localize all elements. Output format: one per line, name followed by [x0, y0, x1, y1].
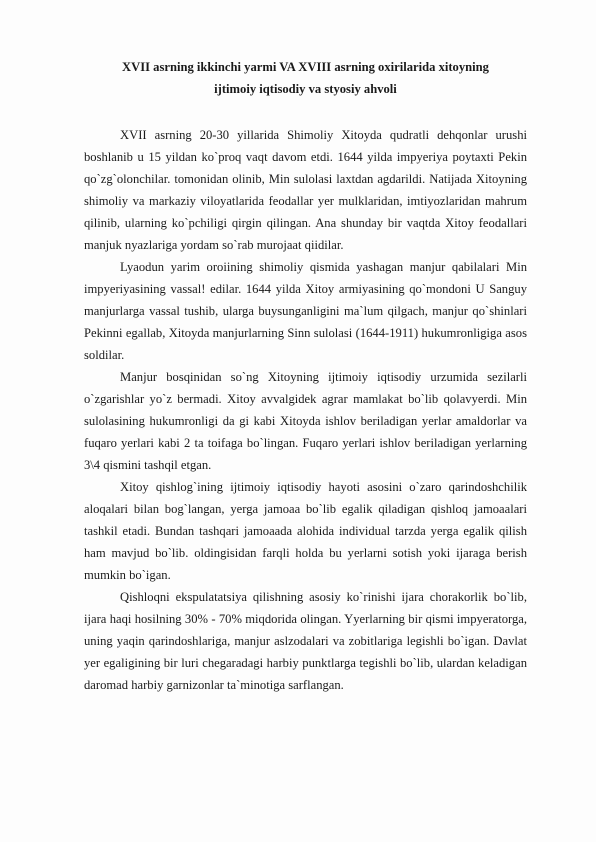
- document-body: [84, 56, 527, 696]
- paragraph-3: Manjur bosqinidan so`ng Xitoyning ijtimoiy iqtisodiy urzumida sezilarli o`zgarishlar yo`z bermadi. Xitoy avvalgidek agrar mamlakat bo`lib qolavyerdi. Min sulolasining hukumronligi da gi kabi Xitoyda ishlov beriladigan yerlar amaldorlar va fuqaro yerlari kabi 2 ta toifaga bo`lingan. Fuqaro yerlari ishlov beriladigan yerlarning 3\4 qismini tashqil etgan.: [84, 370, 527, 472]
- paragraph-1: XVII asrning 20-30 yillarida Shimoliy Xitoyda qudratli dehqonlar urushi boshlanib u 15 yildan ko`proq vaqt davom etdi. 1644 yilda impyeriya poytaxti Pekin qo`zg`olonchilar. tomonidan olinib, Min sulolasi laxtdan agdarildi. Natijada Xitoyning shimoliy va markaziy viloyatlarida feodallar yer mulklaridan, imtiyozlaridan mahrum qilinib, ularning ko`pchiligi qirgin qilingan. Ana shunday bir vaqtda Xitoy feodallari manjuk nyazlariga yordam so`rab murojaat qiidilar.: [84, 128, 527, 252]
- paragraph-2: Lyaodun yarim oroiining shimoliy qismida yashagan manjur qabilalari Min impyeriyasining vassal! edilar. 1644 yilda Xitoy armiyasining qo`mondoni U Sanguy manjurlarga vassal tushib, ularga buysunganligini ma`lum qilgach, manjur qo`shinlari Pekinni egallab, Xitoyda manjurlarning Sinn sulolasi (1644-1911) hukumronligiga asos soldilar.: [84, 260, 527, 362]
- title-line-1: XVII asrning ikkinchi yarmi VA XVIII asrning oxirilarida xitoyning: [122, 60, 489, 74]
- paragraph-5: Qishloqni ekspulatatsiya qilishning asosiy ko`rinishi ijara chorakorlik bo`lib, ijara haqi hosilning 30% - 70% miqdorida olingan. Yyerlarning bir qismi impyeratorga, uning yaqin qarindoshlariga, manjur aslzodalari va zobitlariga legishli bo`igan. Davlat yer egaligining bir luri chegaradagi harbiy punktlarga tegishli bo`lib, ulardan keladigan daromad harbiy garnizonlar ta`minotiga sarflangan.: [84, 590, 527, 692]
- title-line-2: ijtimoiy iqtisodiy va styosiy ahvoli: [214, 82, 397, 96]
- document-title: [84, 56, 527, 100]
- paragraph-4: Xitoy qishlog`ining ijtimoiy iqtisodiy hayoti asosini o`zaro qarindoshchilik aloqalari bilan bog`langan, yerga jamoaa bo`lib egalik qiladigan qishloq jamoaalari tashkil etadi. Bundan tashqari jamoaada alohida individual tarzda yerga egalik qilish ham mavjud bo`lib. oldingisidan farqli holda bu yerlarni sotish yoki ijaraga berish mumkin bo`igan.: [84, 480, 527, 582]
